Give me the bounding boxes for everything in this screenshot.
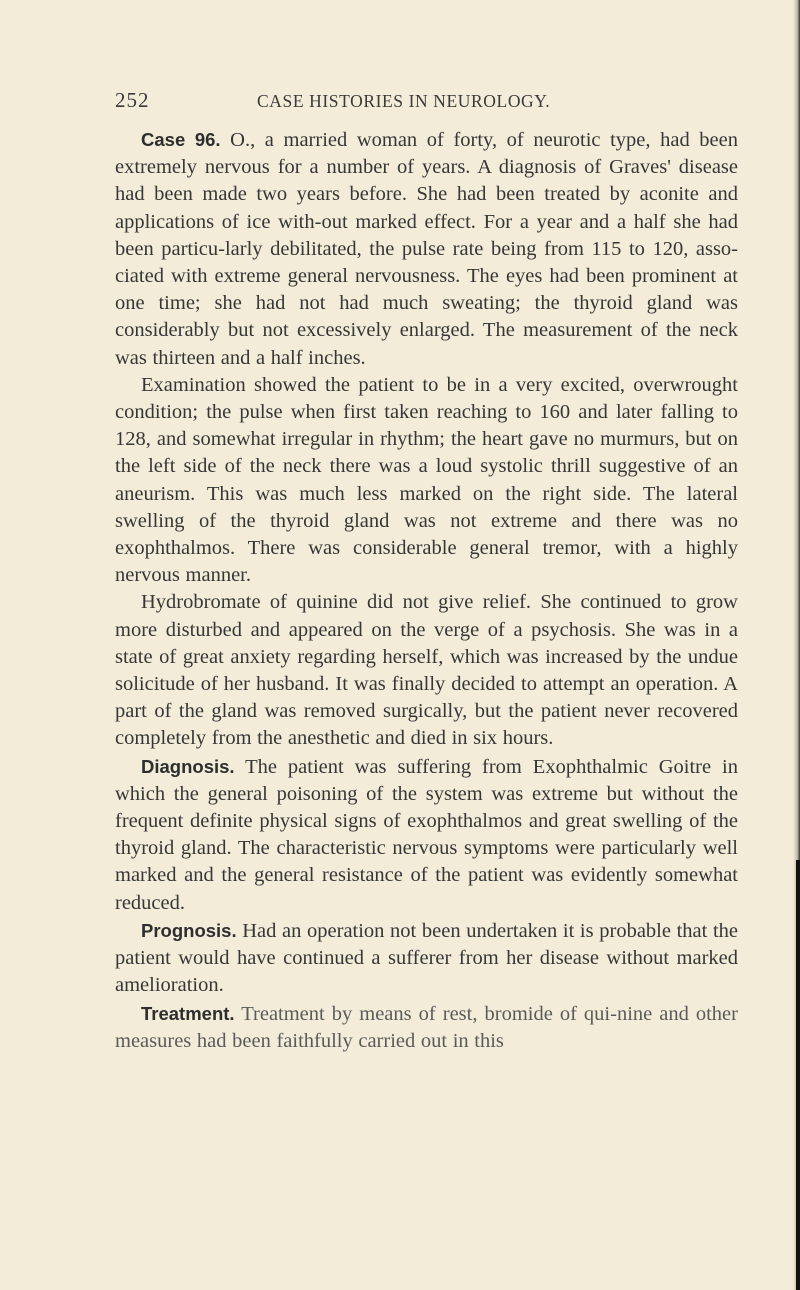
running-title: CASE HISTORIES IN NEUROLOGY.: [257, 91, 551, 111]
body-text: [115, 126, 738, 1055]
diagnosis-label: Diagnosis.: [141, 755, 235, 777]
treatment-text: Treatment by means of rest, bromide of qui-nine and other measures had been faithfully carried out in this: [115, 1002, 738, 1052]
case-paragraph: [115, 126, 738, 372]
diagnosis-paragraph: [115, 753, 738, 917]
diagnosis-text: The patient was suffering from Exophthalmic Goitre in which the general poisoning of the system was extreme but without the frequent definite physical signs of exophthalmos and great swelling of the thyroid gland. The characteristic nervous symptoms were particularly well marked and the general resistance of the patient was evidently somewhat reduced.: [115, 755, 738, 914]
case-label: Case 96.: [141, 129, 221, 150]
case-text: O., a married woman of forty, of neurotic type, had been extremely nervous for a number of years. A diagnosis of Graves' disease had been made two years before. She had been treated by aconite and applications of ice with-out marked effect. For a year and a half she had been particu-larly debilitated, the pulse rate being from 115 to 120, asso-ciated with extreme general nervousness. The eyes had been prominent at one time; she had not had much sweating; the thyroid gland was considerably but not excessively enlarged. The measurement of the neck was thirteen and a half inches.: [115, 129, 739, 369]
page-number: 252: [115, 88, 150, 112]
hydrobromate-paragraph: Hydrobromate of quinine did not give relief. She continued to grow more disturbed and appeared on the verge of a psychosis. She was in a state of great anxiety regarding herself, which was increased by the undue solicitude of her husband. It was finally decided to attempt an operation. A part of the gland was removed surgically, but the patient never recovered completely from the anesthetic and died in six hours.: [115, 591, 738, 750]
page-edge-dark: [796, 860, 800, 1290]
prognosis-paragraph: [115, 917, 738, 1000]
treatment-label: Treatment.: [141, 1002, 235, 1024]
treatment-paragraph: [115, 1000, 738, 1055]
page-header: [115, 88, 718, 116]
examination-paragraph: Examination showed the patient to be in a very excited, overwrought condition; the pulse when first taken reaching to 160 and later falling to 128, and somewhat irregular in rhythm; the heart gave no murmurs, but on the left side of the neck there was a loud systolic thrill suggestive of an aneurism. This was much less marked on the right side. The lateral swelling of the thyroid gland was not extreme and there was no exophthalmos. There was considerable general tremor, with a highly nervous manner.: [115, 373, 738, 587]
prognosis-label: Prognosis.: [141, 919, 237, 941]
prognosis-text: Had an operation not been undertaken it is probable that the patient would have continued a sufferer from her disease without marked amelioration.: [115, 919, 739, 997]
